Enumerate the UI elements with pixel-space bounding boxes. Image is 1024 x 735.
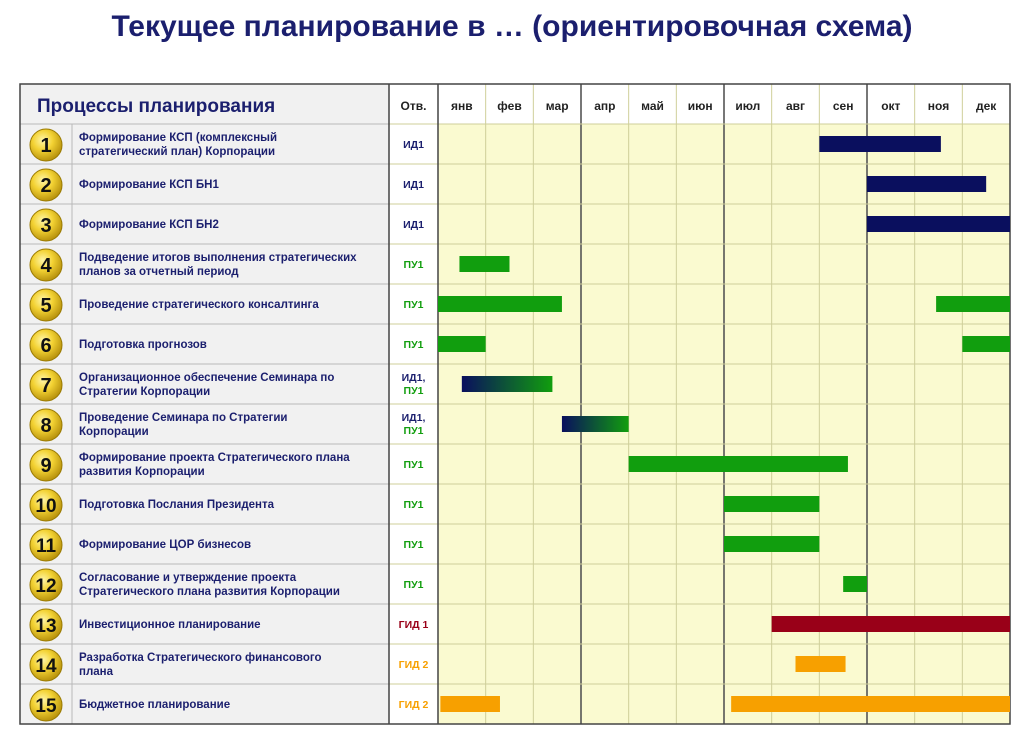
gantt-bar — [867, 216, 1010, 232]
gantt-bar — [440, 696, 500, 712]
gantt-bar — [438, 296, 562, 312]
month-label-1: янв — [451, 99, 473, 113]
gantt-bar — [731, 696, 1010, 712]
gantt-bar — [459, 256, 509, 272]
responsible-label: ПУ1 — [403, 425, 424, 437]
row-number: 8 — [40, 415, 52, 437]
task-name: Инвестиционное планирование — [79, 619, 261, 631]
task-name: планов за отчетный период — [79, 266, 239, 278]
task-name: Формирование проекта Стратегического плана — [79, 452, 350, 464]
task-name: Стратегии Корпорации — [79, 386, 211, 398]
month-label-12: дек — [976, 99, 997, 113]
task-name: Формирование ЦОР бизнесов — [79, 539, 252, 551]
month-label-3: мар — [545, 99, 569, 113]
responsible-label: ИД1 — [403, 139, 424, 151]
task-name: Формирование КСП БН1 — [79, 179, 219, 191]
gantt-bar — [819, 136, 941, 152]
responsible-label: ПУ1 — [403, 385, 424, 397]
responsible-label: ПУ1 — [403, 259, 424, 271]
row-number: 11 — [35, 536, 57, 557]
month-label-7: июл — [735, 99, 761, 113]
task-name: Подготовка прогнозов — [79, 339, 207, 351]
gantt-bar — [936, 296, 1010, 312]
gantt-bar — [462, 376, 553, 392]
responsible-label: ИД1, — [401, 412, 426, 424]
responsible-label: ГИД 2 — [398, 699, 429, 711]
responsible-label: ИД1, — [401, 372, 426, 384]
task-name: Подведение итогов выполнения стратегических — [79, 252, 357, 264]
month-label-4: апр — [594, 99, 616, 113]
row-number: 10 — [35, 496, 57, 517]
responsible-label: ГИД 1 — [398, 619, 429, 631]
gantt-bar — [562, 416, 629, 432]
gantt-bar — [843, 576, 867, 592]
month-label-5: май — [641, 99, 664, 113]
task-name: Проведение Семинара по Стратегии — [79, 412, 288, 424]
process-header: Процессы планирования — [37, 96, 276, 117]
task-name: Согласование и утверждение проекта — [79, 572, 297, 584]
gantt-bar — [724, 536, 819, 552]
gantt-bar — [724, 496, 819, 512]
task-name: Формирование КСП (комплексный — [79, 132, 278, 144]
responsible-label: ПУ1 — [403, 459, 424, 471]
gantt-bar — [629, 456, 848, 472]
task-name: плана — [79, 666, 113, 678]
row-number: 7 — [40, 375, 52, 397]
task-name: Формирование КСП БН2 — [79, 219, 219, 231]
gantt-bar — [867, 176, 986, 192]
month-label-6: июн — [687, 99, 713, 113]
row-number: 14 — [35, 656, 57, 677]
task-name: развития Корпорации — [79, 466, 205, 478]
gantt-bar — [796, 656, 846, 672]
page-title: Текущее планирование в … (ориентировочная схема) — [111, 10, 913, 43]
task-name: Подготовка Послания Президента — [79, 499, 275, 511]
row-number: 3 — [40, 215, 52, 237]
responsible-label: ИД1 — [403, 179, 424, 191]
month-label-9: сен — [832, 99, 854, 113]
task-name: Стратегического плана развития Корпорации — [79, 586, 340, 598]
month-label-2: фев — [497, 99, 522, 113]
task-name: Организационное обеспечение Семинара по — [79, 372, 335, 384]
row-number: 13 — [35, 616, 57, 637]
task-name: Корпорации — [79, 426, 149, 438]
responsible-label: ПУ1 — [403, 339, 424, 351]
row-number: 2 — [40, 175, 52, 197]
responsible-label: ПУ1 — [403, 299, 424, 311]
responsible-label: ПУ1 — [403, 539, 424, 551]
responsible-label: ГИД 2 — [398, 659, 429, 671]
responsible-label: ПУ1 — [403, 499, 424, 511]
month-label-11: ноя — [927, 99, 950, 113]
row-number: 1 — [40, 135, 52, 157]
row-number: 12 — [35, 576, 57, 597]
row-number: 5 — [40, 295, 52, 317]
month-label-10: окт — [881, 99, 901, 113]
gantt-bar — [962, 336, 1010, 352]
responsible-label: ПУ1 — [403, 579, 424, 591]
responsible-label: ИД1 — [403, 219, 424, 231]
responsible-header: Отв. — [400, 99, 427, 113]
gantt-bar — [438, 336, 486, 352]
task-name: Бюджетное планирование — [79, 699, 231, 711]
task-name: Разработка Стратегического финансового — [79, 652, 322, 664]
gantt-bar — [772, 616, 1010, 632]
task-name: стратегический план) Корпорации — [79, 146, 276, 158]
task-name: Проведение стратегического консалтинга — [79, 299, 319, 311]
row-number: 15 — [35, 696, 57, 717]
row-number: 4 — [40, 255, 52, 277]
row-number: 6 — [40, 335, 52, 357]
month-label-8: авг — [785, 99, 806, 113]
row-number: 9 — [40, 455, 52, 477]
